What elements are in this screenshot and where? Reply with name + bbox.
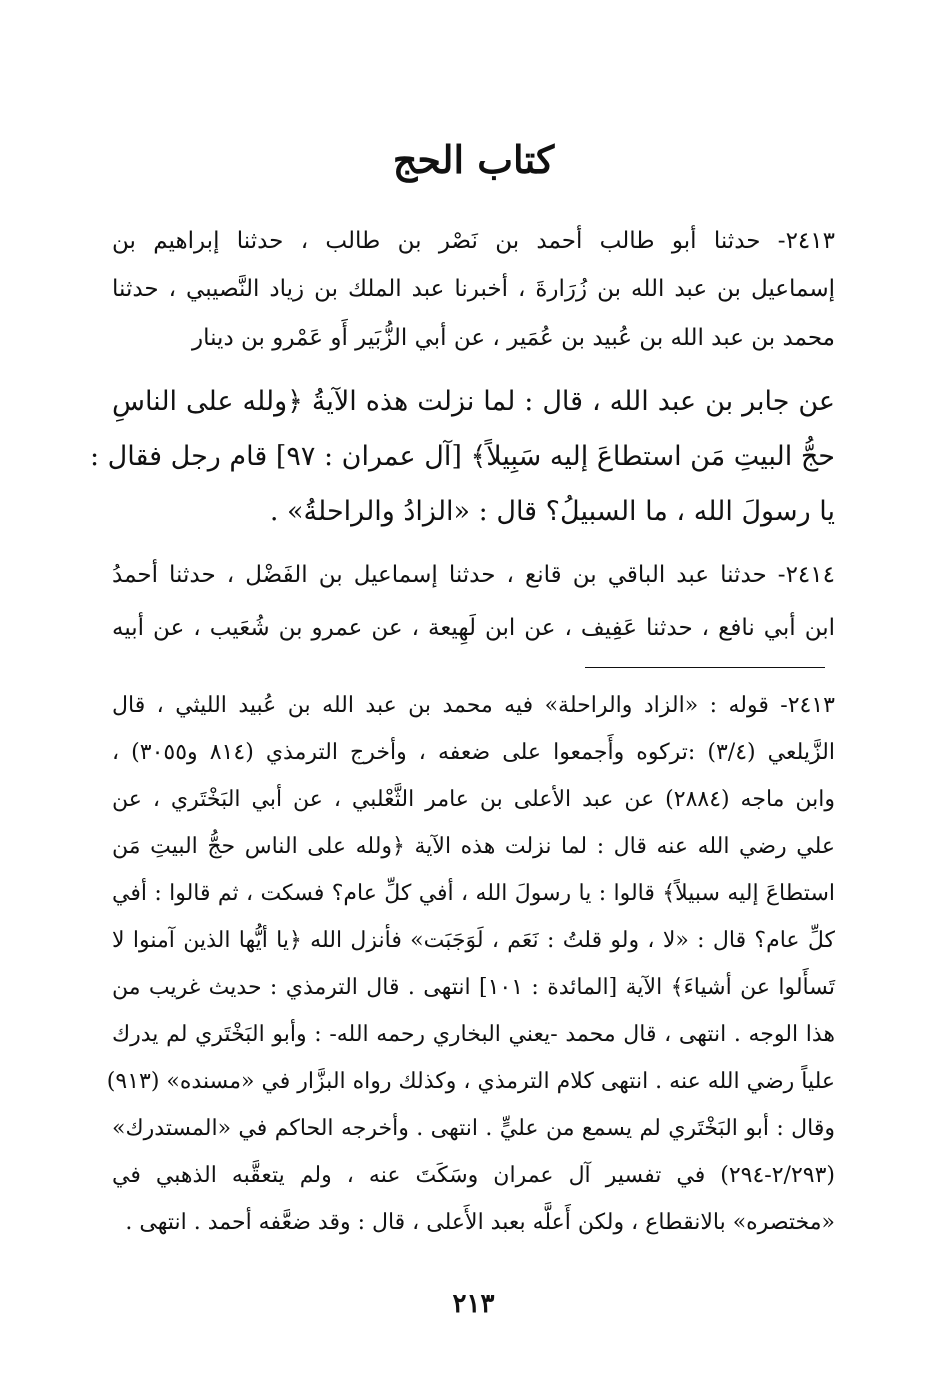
- text-line-7: ٢٤١٤- حدثنا عبد الباقي بن قانع ، حدثنا إسماعيل بن الفَضْل ، حدثنا أحمدُ: [112, 562, 835, 588]
- footnote-line-12: «مختصره» بالانقطاع ، ولكن أَعلَّه بعبد الأَعلى ، قال : وقد ضعَّفه أحمد . انتهى .: [125, 1210, 835, 1235]
- footnote-line-10: وقال : أبو البَخْتَري لم يسمع من عليٍّ . انتهى . وأخرجه الحاكم في «المستدرك»: [112, 1116, 835, 1141]
- footnote-line-11: (٢/٢٩٣-٢٩٤) في تفسير آل عمران وسَكَتَ عنه ، ولم يتعقَّبه الذهبي في: [112, 1163, 835, 1188]
- text-line-4: عن جابر بن عبد الله ، قال : لما نزلت هذه الآيةُ ﴿ولله على الناسِ: [112, 386, 835, 417]
- footnote-line-8: هذا الوجه . انتهى ، قال محمد -يعني البخاري رحمه الله- : وأبو البَخْتَري لم يدرك: [112, 1022, 835, 1047]
- text-line-6: يا رسولَ الله ، ما السبيلُ؟ قال : «الزادُ والراحلةُ» .: [269, 496, 835, 527]
- footnote-line-9: علياً رضي الله عنه . انتهى كلام الترمذي ، وكذلك رواه البزَّار في «مسنده» (٩١٣): [106, 1069, 835, 1094]
- text-line-2: إسماعيل بن عبد الله بن زُرَارةَ ، أخبرنا عبد الملك بن زياد النَّصيبي ، حدثنا: [112, 276, 835, 302]
- text-line-1: ٢٤١٣- حدثنا أبو طالب أحمد بن نَصْر بن طالب ، حدثنا إبراهيم بن: [112, 228, 835, 254]
- text-line-5: حجُّ البيتِ مَن استطاعَ إليه سَبِيلاً﴾ [آل عمران : ٩٧] قام رجل فقال :: [90, 441, 835, 472]
- footnote-line-1: ٢٤١٣- قوله : «الزاد والراحلة» فيه محمد بن عبد الله بن عُبيد الليثي ، قال: [112, 693, 835, 718]
- chapter-title: كتاب الحج: [392, 137, 555, 182]
- footnote-line-4: علي رضي الله عنه قال : لما نزلت هذه الآية ﴿ولله على الناس حجُّ البيتِ مَن: [112, 834, 835, 859]
- text-line-3: محمد بن عبد الله بن عُبيد بن عُمَير ، عن أبي الزُّبَير أَو عَمْرو بن دينار: [191, 325, 835, 351]
- footnote-line-7: تَسأَلوا عن أشياءَ﴾ الآية [المائدة : ١٠١] انتهى . قال الترمذي : حديث غريب من: [112, 975, 835, 1000]
- footnote-line-3: وابن ماجه (٢٨٨٤) عن عبد الأعلى بن عامر الثَّعْلبي ، عن أبي البَخْتَري ، عن: [112, 787, 835, 812]
- footnote-line-5: استطاعَ إليه سبيلاً﴾ قالوا : يا رسولَ الله ، أفي كلِّ عام؟ فسكت ، ثم قالوا : أفي: [112, 881, 835, 906]
- text-line-8: ابن أبي نافع ، حدثنا عَفِيف ، عن ابن لَهِيعة ، عن عمرو بن شُعَيب ، عن أبيه: [112, 615, 835, 641]
- footnote-separator: [585, 667, 825, 668]
- page-number: ٢١٣: [452, 1289, 495, 1319]
- footnote-line-2: الزَّيلعي (٣/٤) :تركوه وأَجمعوا على ضعفه ، وأخرج الترمذي (٨١٤ و٣٠٥٥) ،: [112, 740, 835, 765]
- footnote-line-6: كلِّ عام؟ قال : «لا ، ولو قلتُ : نَعَم ، لَوَجَبَت» فأنزل الله ﴿يا أيُّها الذين آمنوا لا: [112, 928, 835, 953]
